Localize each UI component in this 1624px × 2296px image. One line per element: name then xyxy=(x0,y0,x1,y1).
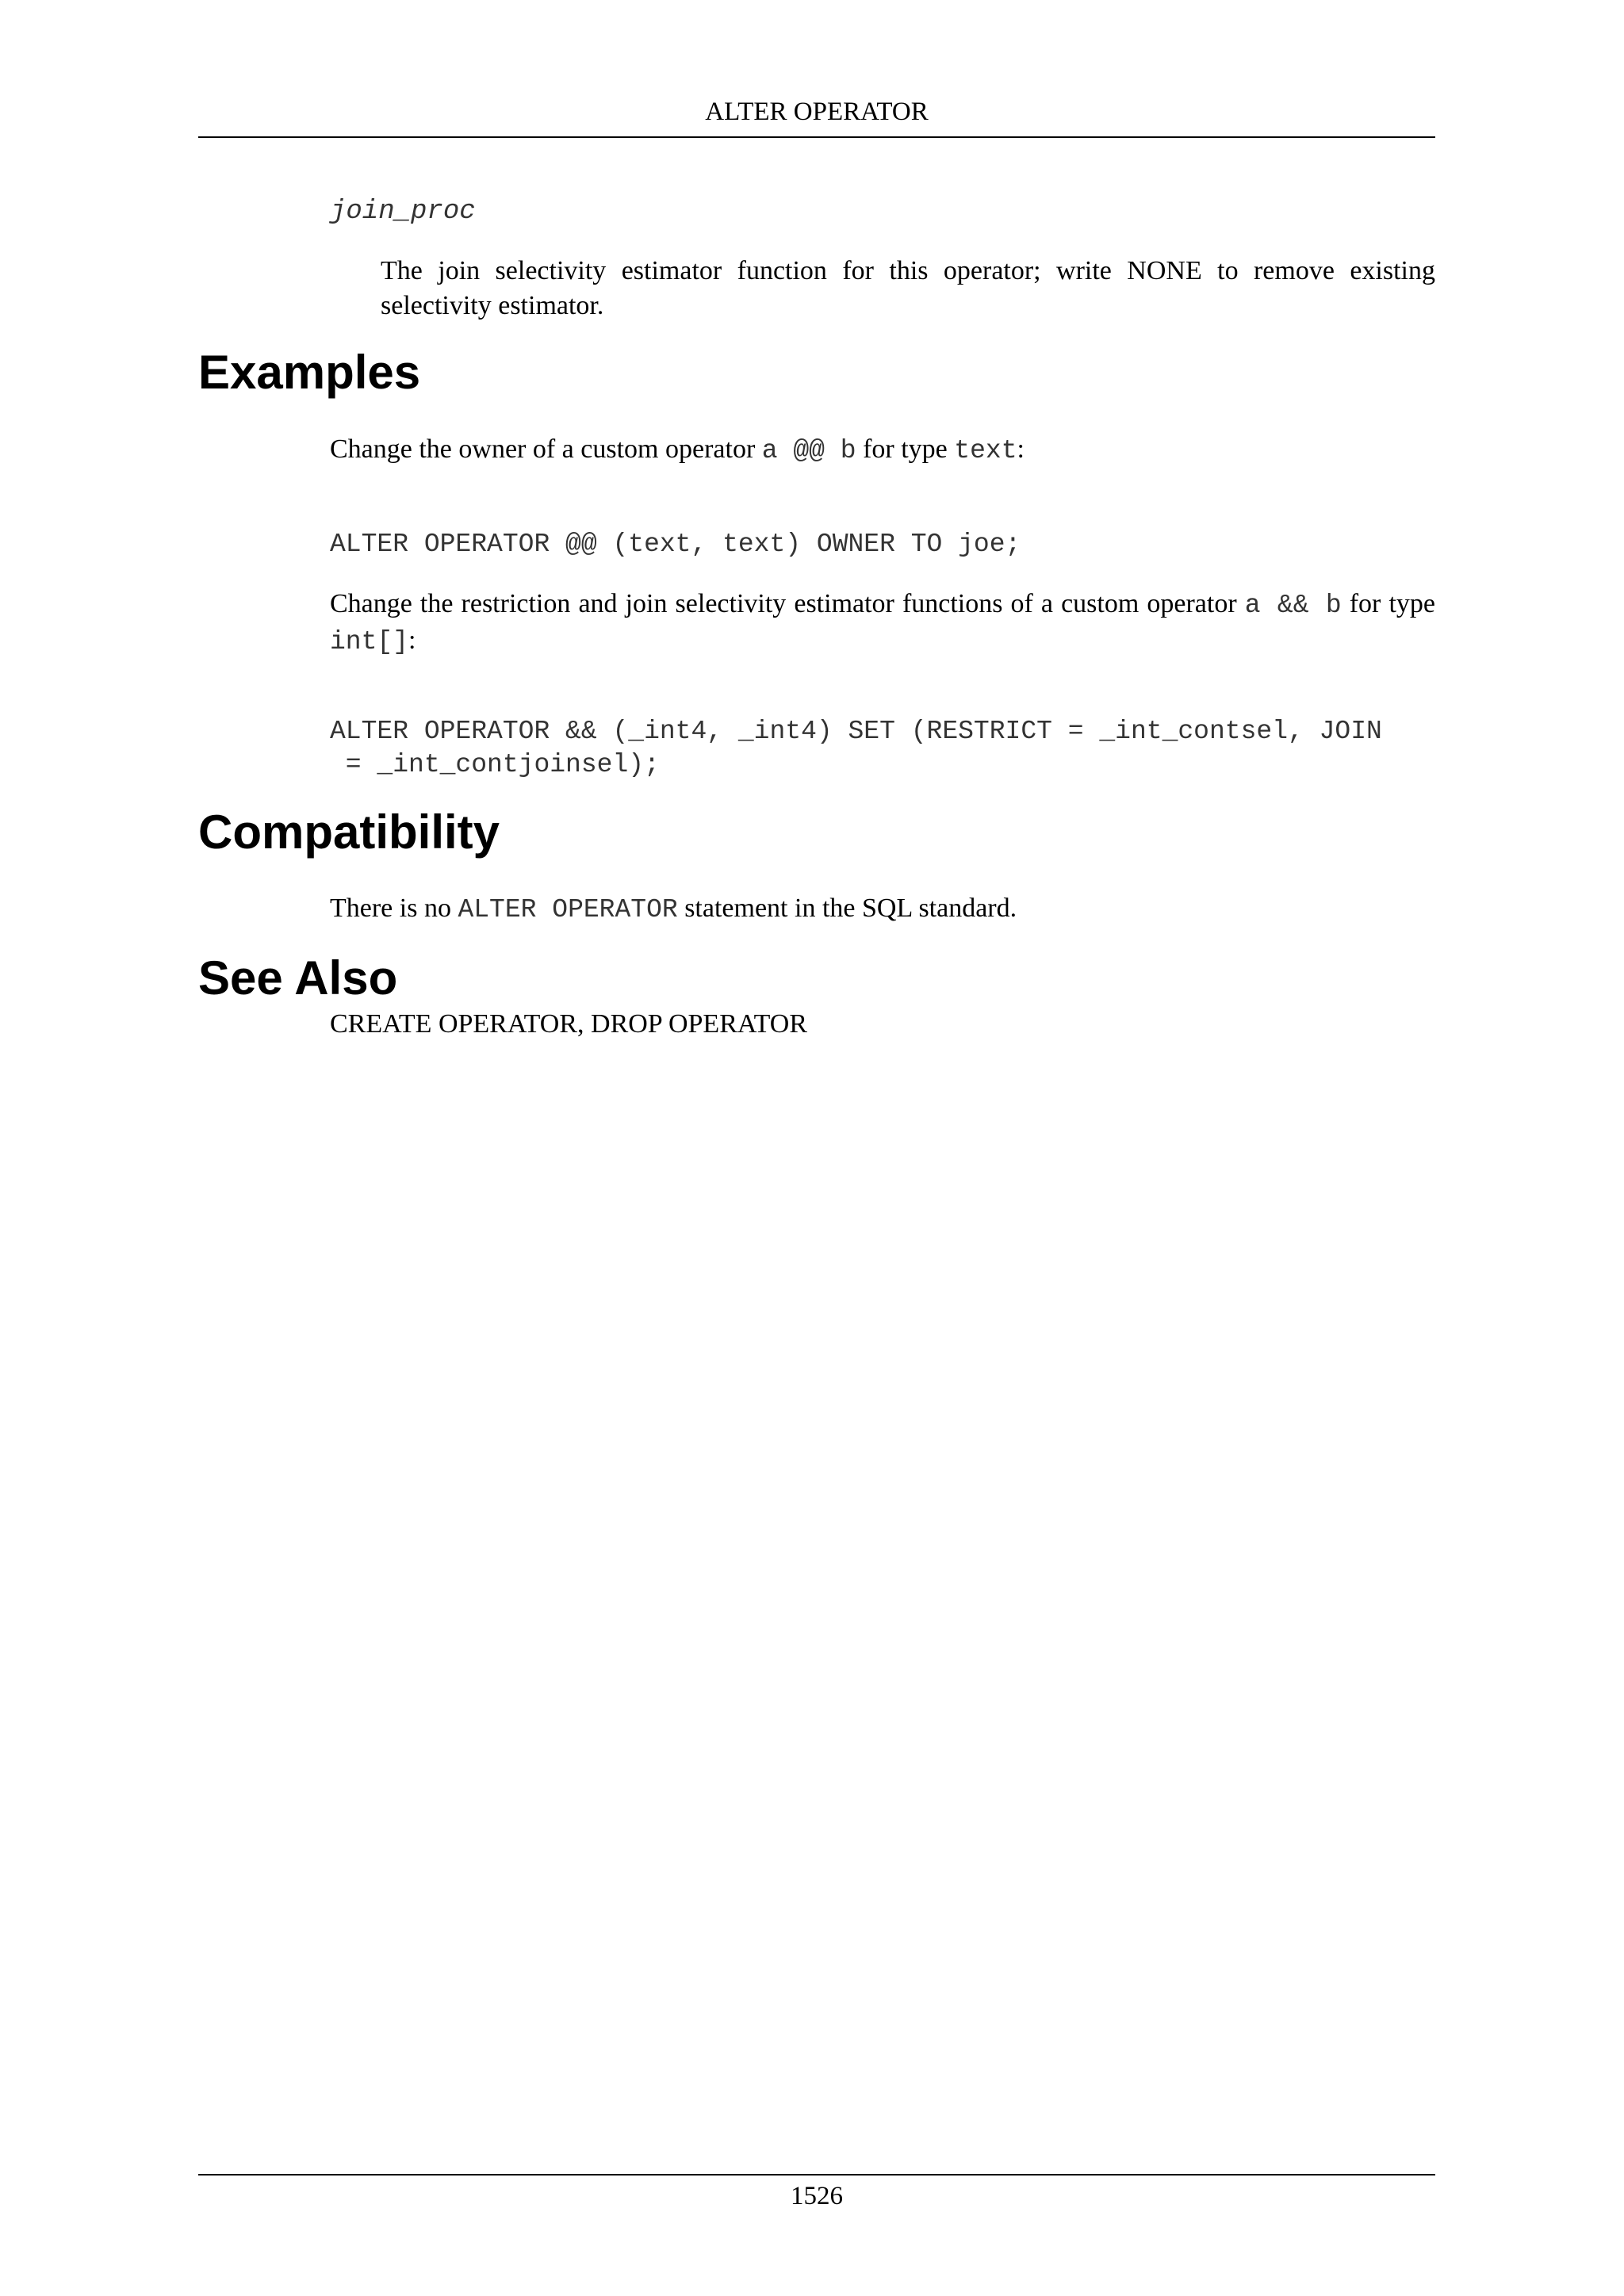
parameter-description: The join selectivity estimator function for this operator; write NONE to remove existing selectivity estimator. xyxy=(381,256,1435,320)
examples-heading: Examples xyxy=(198,346,421,399)
compatibility-code: ALTER OPERATOR xyxy=(458,895,678,924)
example-1-intro-text: Change the owner of a custom operator xyxy=(330,434,762,464)
example-2-intro-end: : xyxy=(408,626,416,655)
example-1-type-code: text xyxy=(954,436,1017,465)
compatibility-text xyxy=(330,891,1435,928)
page-number: 1526 xyxy=(791,2182,843,2210)
example-2-intro-middle: for type xyxy=(1341,589,1435,618)
example-1-intro-end: : xyxy=(1017,434,1025,464)
example-1-operator-code: a @@ b xyxy=(761,436,856,465)
see-also-heading: See Also xyxy=(198,951,398,1004)
example-2-code-line-2: = _int_contjoinsel); xyxy=(330,750,660,779)
example-2-code-block xyxy=(330,715,1435,782)
compatibility-heading: Compatibility xyxy=(198,806,500,859)
footer-rule xyxy=(198,2174,1435,2175)
example-1-code-block: ALTER OPERATOR @@ (text, text) OWNER TO joe; xyxy=(330,530,1021,559)
example-2-intro-text: Change the restriction and join selectivity estimator functions of a custom operator xyxy=(330,589,1245,618)
compatibility-text-end: statement in the SQL standard. xyxy=(677,894,1017,923)
compatibility-text-start: There is no xyxy=(330,894,458,923)
example-2-type-code: int[] xyxy=(330,627,409,656)
running-header: ALTER OPERATOR xyxy=(705,98,929,126)
header-rule xyxy=(198,136,1435,138)
example-1-intro-middle: for type xyxy=(856,434,955,464)
example-2-operator-code: a && b xyxy=(1244,591,1342,620)
parameter-term: join_proc xyxy=(330,197,476,227)
example-2-intro xyxy=(330,587,1435,660)
example-2-code-line-1: ALTER OPERATOR && (_int4, _int4) SET (RESTRICT = _int_contsel, JOIN xyxy=(330,717,1382,746)
see-also-links: CREATE OPERATOR, DROP OPERATOR xyxy=(330,1009,808,1039)
example-1-intro xyxy=(330,432,1435,469)
